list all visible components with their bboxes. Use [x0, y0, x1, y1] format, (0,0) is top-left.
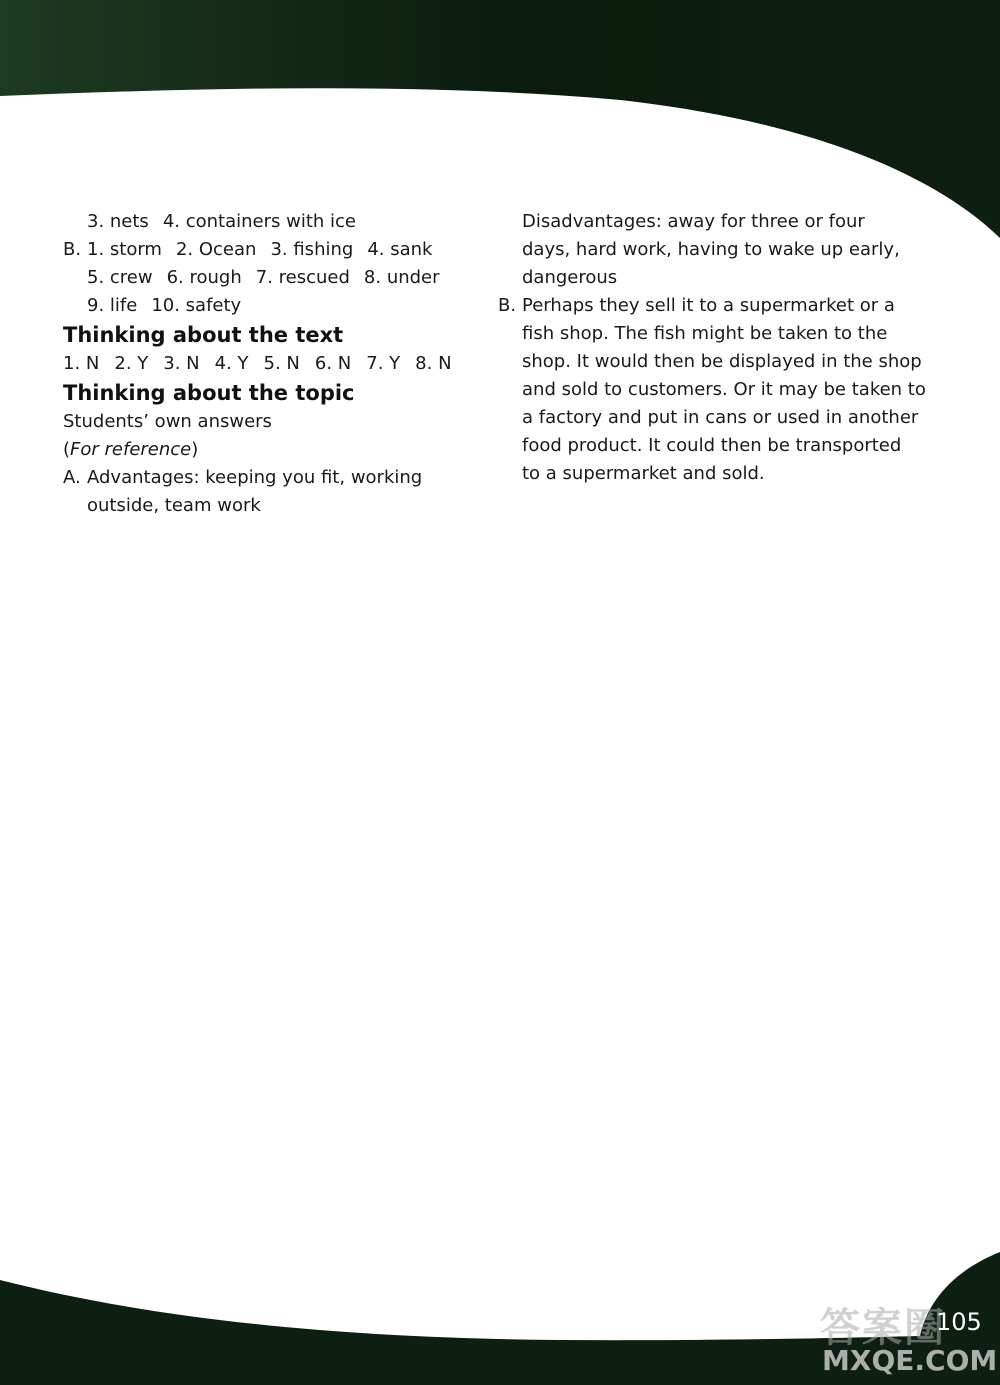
heading-thinking-about-topic: Thinking about the topic	[63, 381, 355, 405]
for-reference-note: (For reference)	[63, 439, 199, 460]
students-own-answers: Students’ own answers	[63, 411, 272, 432]
section-b-row: 5. crew 6. rough 7. rescued 8. under	[87, 267, 440, 288]
heading-thinking-about-text: Thinking about the text	[63, 323, 344, 347]
page-number: 105	[936, 1308, 982, 1336]
section-b-vocabulary	[63, 236, 483, 320]
section-b-label: B.	[63, 239, 82, 260]
section-b-row: 1. storm 2. Ocean 3. fishing 4. sank	[87, 239, 433, 260]
true-false-answers: 1. N 2. Y 3. N 4. Y 5. N 6. N 7. Y 8. N	[63, 353, 452, 374]
right-column	[498, 208, 928, 488]
top-dark-band	[0, 0, 1000, 238]
section-b-row: 9. life 10. safety	[87, 295, 242, 316]
watermark-chinese-text: 答案圈	[820, 1305, 946, 1351]
left-column	[63, 208, 483, 520]
answer-line-a-continued: 3. nets 4. containers with ice	[87, 211, 356, 232]
disadvantages-block: Disadvantages: away for three or four days, hard work, having to wake up early, dangerous	[522, 211, 900, 288]
watermark-url: MXQE.COM	[822, 1344, 998, 1377]
answer-b-paragraph: B. Perhaps they sell it to a supermarket or a fish shop. The fish might be taken to the shop. It would then be displayed in the shop and sold to customers. Or it may be taken to a factory and put in cans or used in another food product. It could then be transported to a supermarket and sold.	[498, 295, 926, 484]
answer-a-advantages: A. Advantages: keeping you fit, working outside, team work	[63, 467, 423, 516]
